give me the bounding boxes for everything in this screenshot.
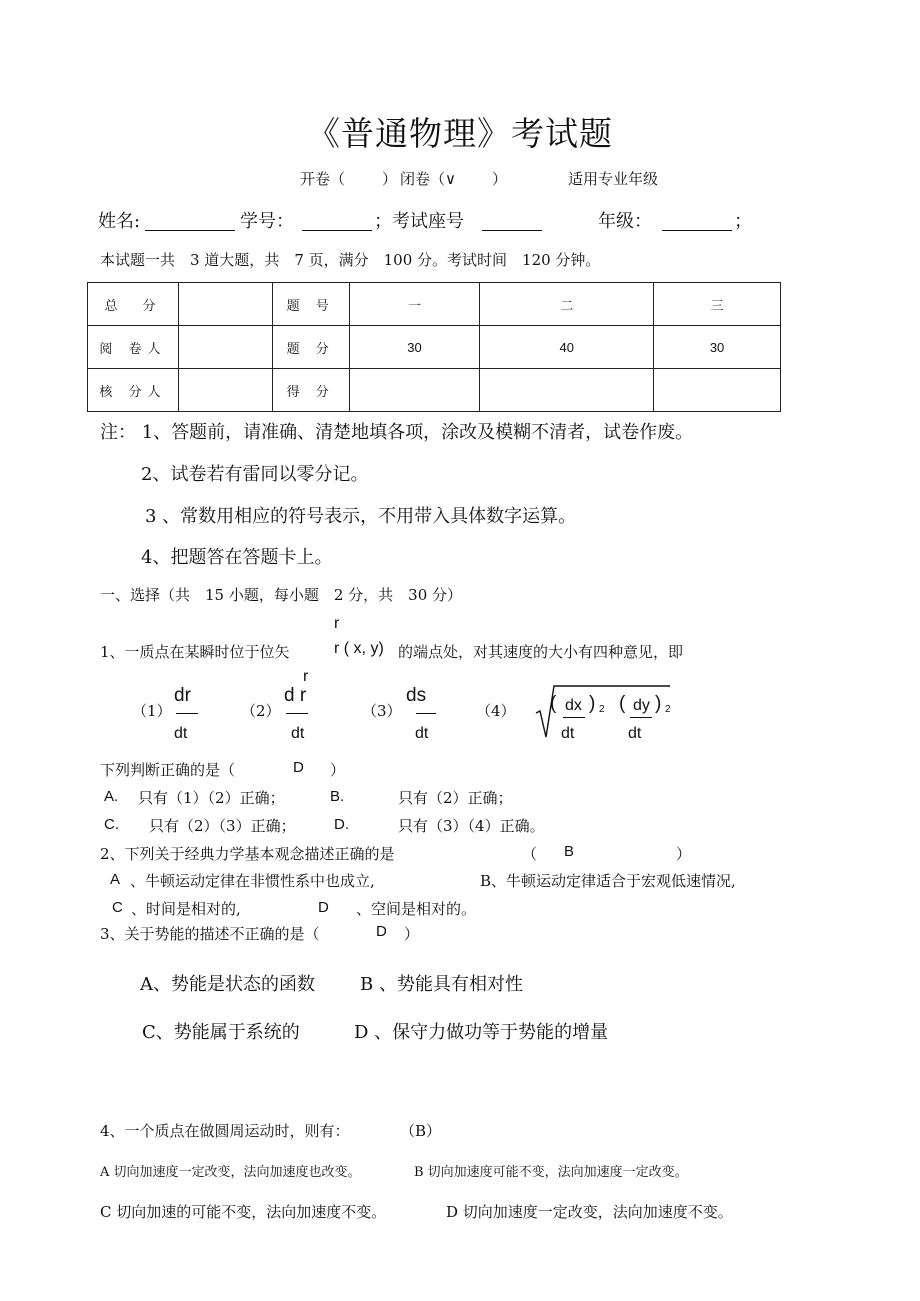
q3-option-a: A、势能是状态的函数	[140, 974, 315, 995]
fraction-bar	[176, 713, 198, 714]
q4-option-d: D 切向加速度一定改变，法向加速度不变。	[446, 1203, 733, 1221]
q2-option-c-label: C	[112, 899, 123, 916]
q1-opt4-den1: dt	[561, 725, 575, 742]
closed-book-label: 闭卷（∨	[400, 170, 456, 188]
seat-field[interactable]	[482, 210, 542, 231]
paren-open: (	[550, 693, 557, 714]
table-cell[interactable]	[349, 369, 480, 412]
q1-opt3-label: （3）	[362, 702, 402, 720]
open-book-close: ）	[382, 170, 398, 188]
q1-choice-c: 只有（2）（3）正确；	[149, 817, 296, 835]
q1-choice-b-label: B.	[330, 788, 345, 805]
q1-opt2-den: dt	[291, 725, 305, 742]
q1-choice-d: 只有（3）（4）正确。	[398, 817, 545, 835]
table-cell: 题 分	[272, 326, 349, 369]
q1-opt4-num2: dy	[633, 697, 650, 714]
q1-text-a: 1、一质点在某瞬时位于位矢	[100, 643, 290, 661]
vector-mark: r	[303, 668, 309, 685]
q1-answer: D	[293, 759, 304, 776]
table-cell: 二	[480, 283, 654, 326]
table-cell[interactable]	[178, 369, 272, 412]
seat-label: ；考试座号	[374, 211, 464, 232]
q2-paren-close: ）	[676, 845, 692, 863]
q1-choice-b: 只有（2）正确；	[398, 789, 513, 807]
name-field[interactable]	[145, 210, 235, 231]
q1-opt4-den2: dt	[628, 725, 642, 742]
paren-close: )	[655, 693, 662, 714]
fraction-bar	[563, 717, 585, 718]
section-heading: 一、选择（共 15 小题，每小题 2 分，共 30 分）	[100, 586, 463, 604]
q1-choice-c-label: C.	[104, 816, 119, 833]
q1-choice-a-label: A.	[104, 788, 119, 805]
paren-open: (	[619, 693, 626, 714]
q2-option-d-label: D	[318, 899, 329, 916]
q4-option-b: B 切向加速度可能不变，法向加速度一定改变。	[414, 1165, 688, 1180]
q3-close: ）	[404, 925, 420, 943]
table-row	[88, 283, 781, 326]
open-book-label: 开卷（	[300, 170, 346, 188]
grade-label: 年级：	[598, 211, 652, 232]
q1-opt4-label: （4）	[476, 702, 516, 720]
note-2: 2、试卷若有雷同以零分记。	[141, 464, 369, 485]
table-cell[interactable]	[654, 369, 781, 412]
fraction-bar	[286, 713, 308, 714]
fraction-bar	[630, 717, 652, 718]
q1-choice-a: 只有（1）（2）正确；	[138, 789, 285, 807]
vector-mark: r	[334, 615, 340, 632]
q1-opt3-den: dt	[415, 725, 429, 742]
closed-book-close: ）	[492, 170, 508, 188]
table-cell: 40	[480, 326, 654, 369]
name-label: 姓名:	[98, 211, 141, 232]
q2-option-a-label: A	[110, 871, 121, 888]
grade-field[interactable]	[662, 210, 732, 231]
q4-answer: （B）	[400, 1122, 442, 1140]
fraction-bar	[416, 713, 436, 714]
q4-option-a: A 切向加速度一定改变，法向加速度也改变。	[100, 1165, 361, 1180]
q4-stem: 4、一个质点在做圆周运动时，则有：	[100, 1122, 350, 1140]
q1-judge: 下列判断正确的是（	[100, 761, 236, 779]
score-table	[87, 282, 781, 412]
table-cell: 三	[654, 283, 781, 326]
note-4: 4、把题答在答题卡上。	[141, 547, 333, 568]
q4-option-c: C 切向加速的可能不变，法向加速度不变。	[100, 1203, 387, 1221]
table-cell: 阅 卷人	[88, 326, 179, 369]
table-cell: 一	[349, 283, 480, 326]
exam-summary: 本试题一共 3 道大题，共 7 页，满分 100 分。考试时间 120 分钟。	[100, 251, 601, 269]
q1-opt3-num: ds	[406, 685, 427, 706]
table-cell: 总 分	[88, 283, 179, 326]
q1-opt1-num: dr	[174, 685, 191, 706]
major-grade-label: 适用专业年级	[568, 170, 659, 188]
table-cell: 30	[654, 326, 781, 369]
table-cell: 30	[349, 326, 480, 369]
table-cell	[178, 283, 272, 326]
q2-option-d: 、空间是相对的。	[356, 900, 477, 918]
q1-opt2-num: d r	[284, 685, 307, 706]
q3-stem: 3、关于势能的描述不正确的是（	[100, 925, 320, 943]
exponent: 2	[599, 704, 605, 715]
table-cell: 得 分	[272, 369, 349, 412]
table-cell[interactable]	[480, 369, 654, 412]
q3-option-b: B 、势能具有相对性	[360, 974, 523, 995]
note-3: 3 、常数用相应的符号表示，不用带入具体数字运算。	[145, 506, 577, 527]
q2-option-c: 、时间是相对的,	[131, 900, 241, 918]
q3-option-d: D 、保守力做功等于势能的增量	[354, 1022, 609, 1043]
info-end: ；	[734, 211, 752, 232]
q1-choice-d-label: D.	[334, 816, 349, 833]
table-cell	[178, 326, 272, 369]
q2-answer: B	[564, 843, 575, 860]
student-id-label: 学号：	[240, 211, 294, 232]
student-id-field[interactable]	[302, 210, 372, 231]
table-row	[88, 326, 781, 369]
q1-opt1-label: （1）	[132, 702, 172, 720]
q1-opt1-den: dt	[174, 725, 188, 742]
q3-answer: D	[376, 923, 387, 940]
table-row	[88, 369, 781, 412]
q1-expression: r ( x, y)	[334, 640, 384, 657]
exponent: 2	[665, 704, 671, 715]
paren-close: )	[589, 693, 596, 714]
q3-option-c: C、势能属于系统的	[142, 1022, 300, 1043]
q1-judge-close: ）	[330, 761, 346, 779]
note-1: 注： 1、答题前，请准确、清楚地填各项，涂改及模糊不清者，试卷作废。	[100, 422, 694, 443]
table-cell: 核 分人	[88, 369, 179, 412]
table-cell: 题 号	[272, 283, 349, 326]
q1-opt2-label: （2）	[241, 702, 281, 720]
q2-option-a: 、牛顿运动定律在非惯性系中也成立,	[130, 872, 375, 890]
q2-paren-open: （	[522, 845, 538, 863]
q1-text-b: 的端点处，对其速度的大小有四种意见，即	[398, 643, 684, 661]
q2-option-b: B、牛顿运动定律适合于宏观低速情况,	[480, 872, 736, 890]
exam-title: 《普通物理》考试题	[307, 114, 613, 153]
q2-stem: 2、下列关于经典力学基本观念描述正确的是	[100, 845, 395, 863]
q1-opt4-num1: dx	[565, 697, 582, 714]
